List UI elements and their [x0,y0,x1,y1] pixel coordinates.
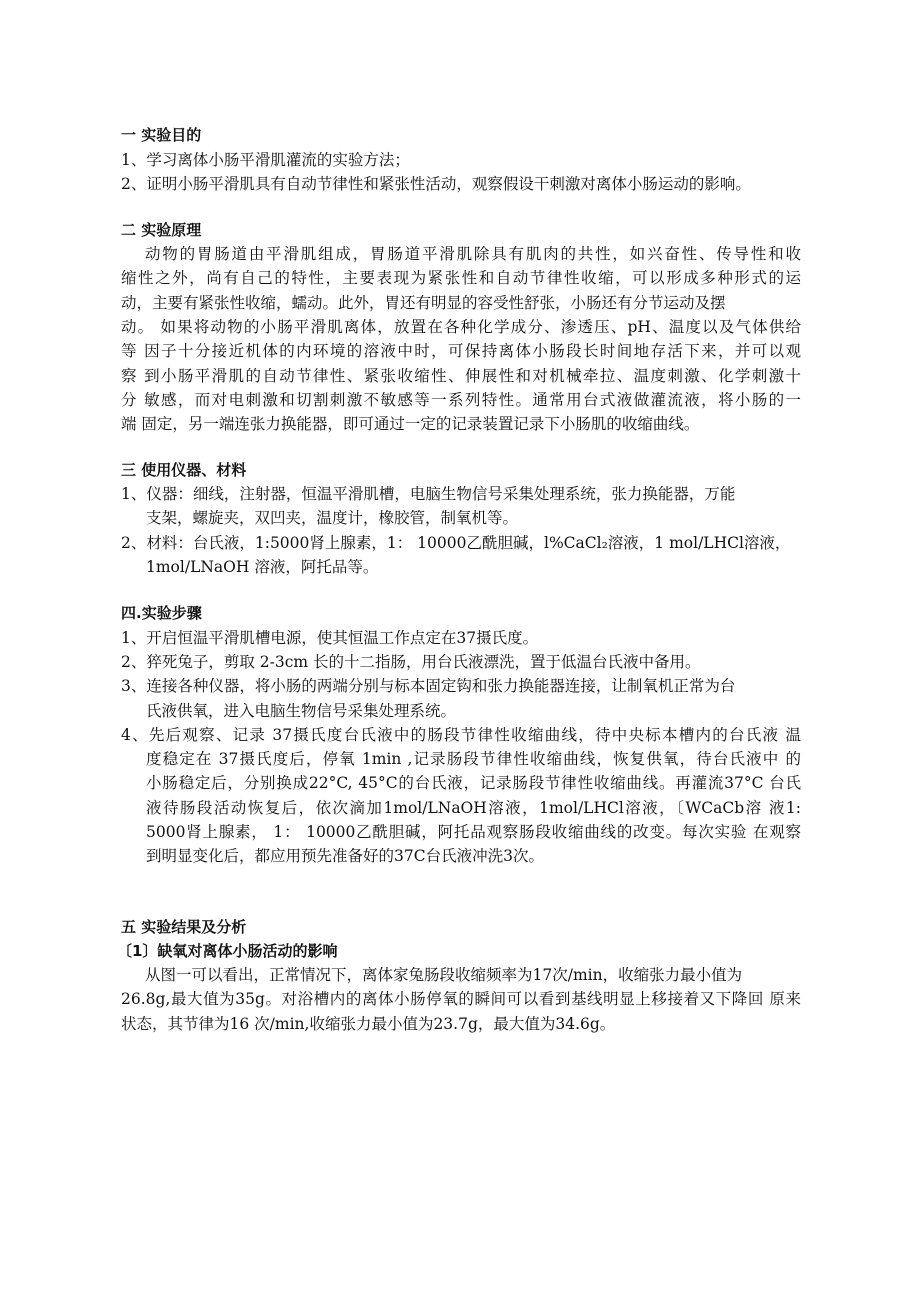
principle-line: 动物的胃肠道由平滑肌组成，胃肠道平滑肌除具有肌肉的共性，如兴奋性、传导性和收 [145,245,801,263]
step-line: 到明显变化后，都应用预先准备好的37C台氏液冲洗3次。 [146,847,544,865]
principle-line: 察 到小肠平滑肌的自动节律性、紧张收缩性、伸展性和对机械牵拉、温度刺激、化学刺激十 [121,367,801,385]
step-line: 2、猝死兔子，剪取 2-3cm 长的十二指肠，用台氏液漂洗，置于低温台氏液中备用。 [121,653,701,671]
step-line: 液待肠段活动恢复后，依次滴加1mol/LNaOH溶液，1mol/LHCl溶液，〔WCaCb溶 液1: [146,799,801,817]
step-line: 5000肾上腺素， 1： 10000乙酰胆碱，阿托品观察肠段收缩曲线的改变。每次实验 在观察 [146,823,801,841]
principle-line: 分 敏感，而对电刺激和切割刺激不敏感等一系列特性。通常用台式液做灌流液，将小肠的一 [121,391,801,409]
materials-line: 支架，螺旋夹，双凹夹，温度计，橡胶管，制氧机等。 [146,509,519,527]
principle-line: 动。 如果将动物的小肠平滑肌离体，放置在各种化学成分、渗透压、pH、温度以及气体供给 [121,318,801,336]
step-line: 3、连接各种仪器，将小肠的两端分别与标本固定钩和张力换能器连接，让制氧机正常为台 [121,677,736,695]
objective-item: 2、证明小肠平滑肌具有自动节律性和紧张性活动，观察假设干刺激对离体小肠运动的影响。 [121,175,751,193]
result-line: 状态，其节律为16 次/min,收缩张力最小值为23.7g，最大值为34.6g。 [121,1015,616,1033]
step-line: 4、先后观察、记录 37摄氏度台氏液中的肠段节律性收缩曲线，待中央标本槽内的台氏液 温 [121,726,801,744]
principle-line: 等 因子十分接近机体的内环境的溶液中时，可保持离体小肠段长时间地存活下来，并可以观 [121,342,801,360]
section-1-title: 一 实验目的 [121,126,202,144]
section-5-title: 五 实验结果及分析 [121,918,247,936]
section-4-title: 四.实验步骤 [121,604,202,622]
principle-line: 缩性之外，尚有自己的特性，主要表现为紧张性和自动节律性收缩，可以形成多种形式的运 [121,269,801,287]
section-2-title: 二 实验原理 [121,221,202,239]
step-line: 小肠稳定后，分别换成22°C, 45°C的台氏液，记录肠段节律性收缩曲线。再灌流37°C 台氏 [146,774,801,792]
result-line: 26.8g,最大值为35g。对浴槽内的离体小肠停氧的瞬间可以看到基线明显上移接着又下降回 原来 [121,990,801,1008]
materials-line: 1mol/LNaOH 溶液，阿托品等。 [146,558,379,576]
subsection-title: 〔1〕缺氧对离体小肠活动的影响 [117,942,338,960]
result-line: 从图一可以看出，正常情况下，离体家兔肠段收缩频率为17次/min，收缩张力最小值为 [145,966,743,984]
principle-line: 动，主要有紧张性收缩，蠕动。此外，胃还有明显的容受性舒张，小肠还有分节运动及摆 [121,294,726,312]
section-3-title: 三 使用仪器、材料 [121,461,247,479]
materials-line: 1、仪器：细线，注射器，恒温平滑肌槽，电脑生物信号采集处理系统，张力换能器，万能 [121,485,736,503]
step-line: 氏液供氧，进入电脑生物信号采集处理系统。 [146,702,457,720]
objective-item: 1、学习离体小肠平滑肌灌流的实验方法； [121,151,410,169]
materials-line: 2、材料：台氏液，1:5000肾上腺素，1： 10000乙酰胆碱，l%CaCl₂溶液，1 mol/LHCl溶液， [121,534,791,552]
step-line: 度稳定在 37摄氏度后，停氧 1min ,记录肠段节律性收缩曲线，恢复供氧，待台氏液中 的 [146,750,801,768]
principle-line: 端 固定，另一端连张力换能器，即可通过一定的记录装置记录下小肠肌的收缩曲线。 [121,415,700,433]
step-line: 1、开启恒温平滑肌槽电源，使其恒温工作点定在37摄氏度。 [121,629,539,647]
